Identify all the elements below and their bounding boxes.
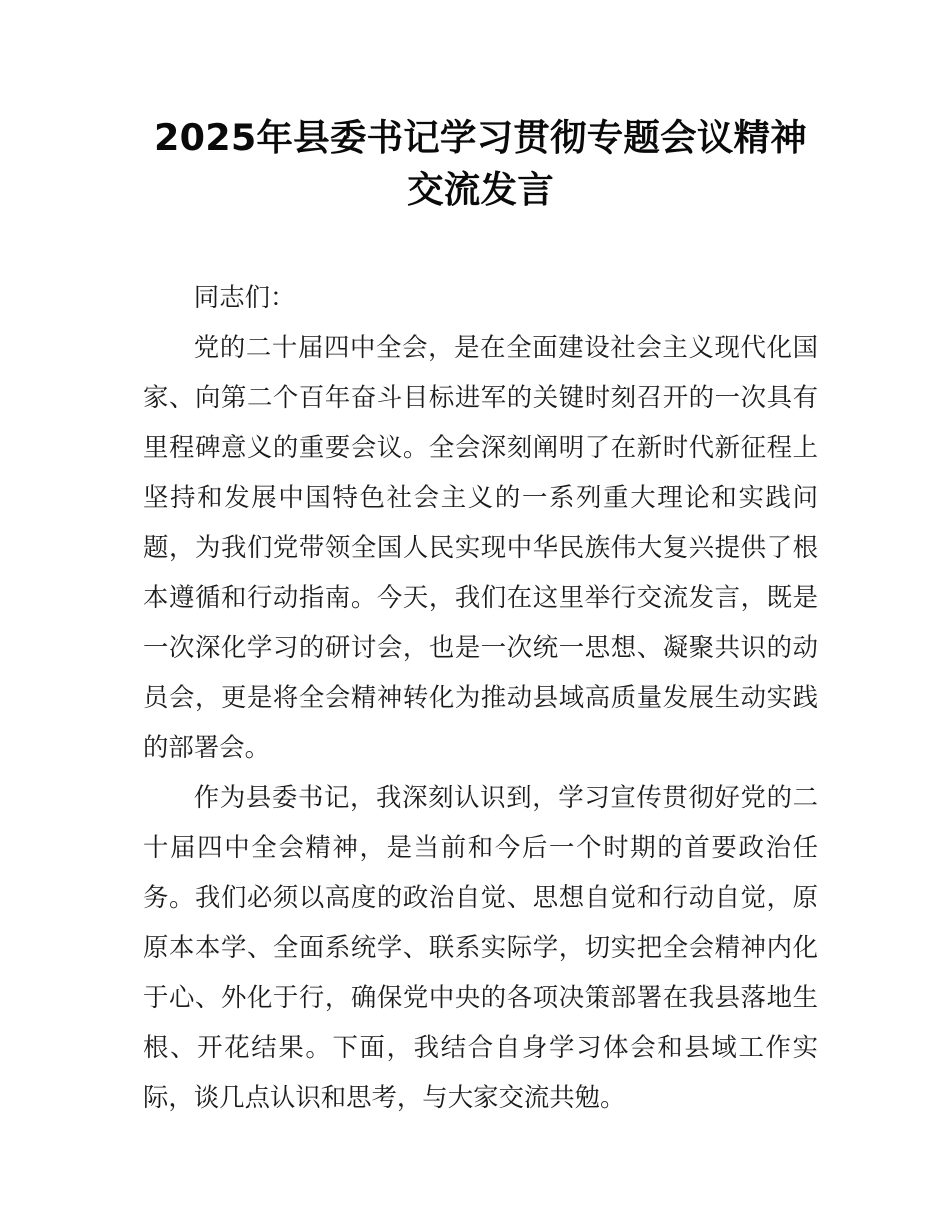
document-title: 2025年县委书记学习贯彻专题会议精神交流发言 (154, 116, 807, 211)
document-body (143, 272, 818, 1122)
salutation-line: 同志们： (193, 282, 296, 312)
paragraph-2: 作为县委书记，我深刻认识到，学习宣传贯彻好党的二十届四中全会精神，是当前和今后一个时期的首要政治任务。我们必须以高度的政治自觉、思想自觉和行动自觉，原原本本学、全面系统学、联系实际学，切实把全会精神内化于心、外化于行，确保党中央的各项决策部署在我县落地生根、开花结果。下面，我结合自身学习体会和县域工作实际，谈几点认识和思考，与大家交流共勉。 (143, 782, 818, 1112)
document-content (143, 0, 818, 1122)
paragraph-1: 党的二十届四中全会，是在全面建设社会主义现代化国家、向第二个百年奋斗目标进军的关键时刻召开的一次具有里程碑意义的重要会议。全会深刻阐明了在新时代新征程上坚持和发展中国特色社会主义的一系列重大理论和实践问题，为我们党带领全国人民实现中华民族伟大复兴提供了根本遵循和行动指南。今天，我们在这里举行交流发言，既是一次深化学习的研讨会，也是一次统一思想、凝聚共识的动员会，更是将全会精神转化为推动县域高质量发展生动实践的部署会。 (143, 332, 818, 762)
